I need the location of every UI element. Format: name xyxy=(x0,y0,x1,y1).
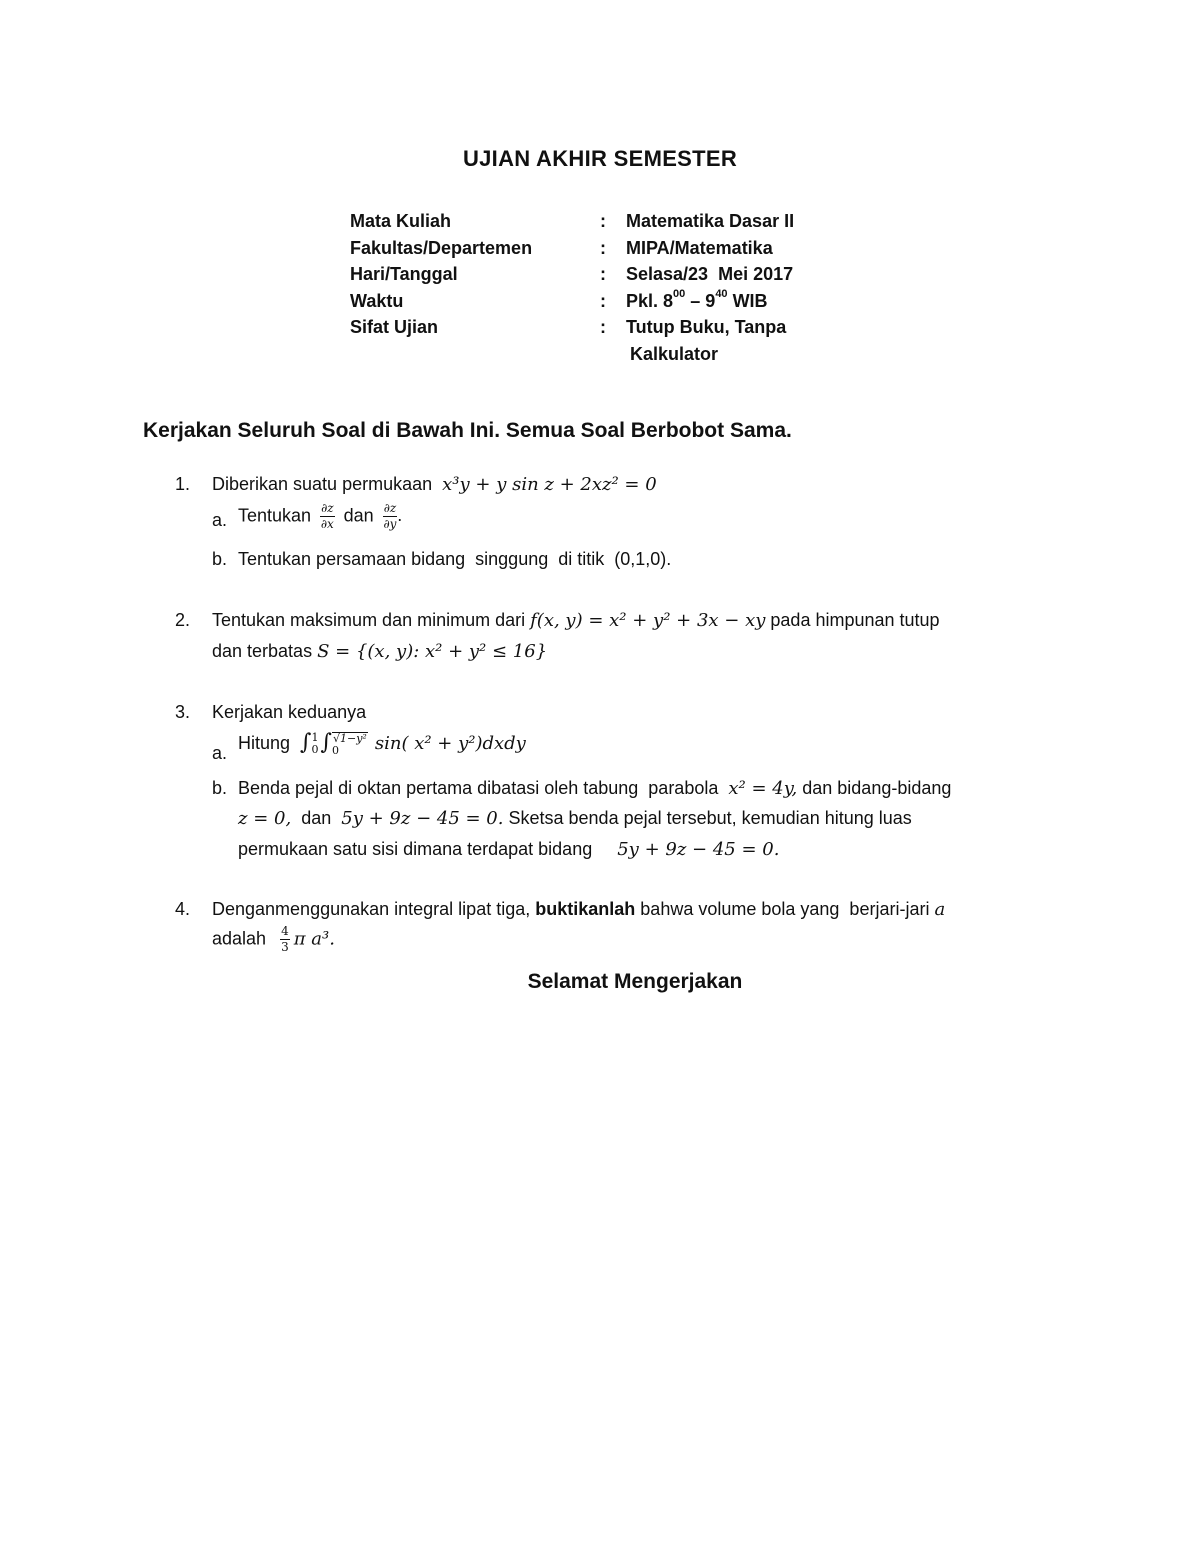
sub-letter: b. xyxy=(212,778,228,798)
exam-info-table xyxy=(350,208,870,367)
sub-letter: b. xyxy=(212,549,228,569)
fraction-numerator: ∂z xyxy=(383,501,397,515)
info-row-exam-type xyxy=(350,314,870,341)
info-row-course xyxy=(350,208,870,235)
fraction-denominator: ∂y xyxy=(383,517,397,531)
time-sup-start: 00 xyxy=(673,287,686,300)
q2-intro: Tentukan maksimum dan minimum dari xyxy=(212,610,526,630)
question-2-line-2 xyxy=(212,641,547,662)
q2-function: f(x, y) = x² + y² + 3x − xy xyxy=(530,610,766,631)
q3b-plane-2: 5y + 9z − 45 = 0. xyxy=(341,808,504,829)
question-3a-text xyxy=(238,730,526,757)
q4-text-2: bahwa volume bola yang berjari-jari xyxy=(640,899,930,919)
question-3b-line-2 xyxy=(238,808,912,829)
integral-lower-limit: 0 xyxy=(331,743,339,757)
sub-letter: a. xyxy=(212,743,228,763)
question-3b-line-3 xyxy=(238,839,779,860)
q2-bounded: dan terbatas xyxy=(212,641,313,661)
q1a-intro: Tentukan xyxy=(238,505,312,526)
question-number: 3. xyxy=(175,702,191,722)
sub-letter: a. xyxy=(212,510,228,530)
q3a-intro: Hitung xyxy=(238,733,291,753)
question-2-line-1 xyxy=(212,610,940,631)
closing-message: Selamat Mengerjakan xyxy=(527,970,743,993)
integral-upper-limit: 1 xyxy=(311,731,319,745)
info-row-exam-type-cont xyxy=(350,341,870,368)
q3b-plane-3: 5y + 9z − 45 = 0. xyxy=(617,839,780,860)
q3b-parabola: x² = 4y, xyxy=(728,778,798,799)
q3b-text-end: dan bidang-bidang xyxy=(802,778,952,798)
info-row-time xyxy=(350,288,870,315)
info-value-time xyxy=(626,288,768,315)
q1-intro: Diberikan suatu permukaan xyxy=(212,474,433,494)
question-3-text: Kerjakan keduanya xyxy=(212,702,367,722)
q4-text-1: Denganmenggunakan integral lipat tiga, xyxy=(212,899,531,919)
q1-equation: x³y + y sin z + 2xz² = 0 xyxy=(442,474,657,495)
info-colon: : xyxy=(600,211,606,231)
page-title: UJIAN AKHIR SEMESTER xyxy=(462,146,738,171)
integral-lower-limit: 0 xyxy=(311,743,319,757)
info-row-date xyxy=(350,261,870,288)
integral-sign-icon: ∫ xyxy=(320,730,332,755)
info-label: Sifat Ujian xyxy=(350,317,439,337)
q3b-and: dan xyxy=(301,808,332,828)
integral-limits-outer xyxy=(312,732,319,756)
info-label: Waktu xyxy=(350,290,404,311)
info-value: Matematika Dasar II xyxy=(626,211,795,231)
q2-set: S = {(x, y): x² + y² ≤ 16} xyxy=(317,641,548,662)
integral-sign-icon: ∫ xyxy=(300,730,312,755)
question-1-text xyxy=(212,474,657,495)
time-mid: – 9 xyxy=(685,290,716,311)
partial-z-x-fraction xyxy=(320,502,335,531)
q3b-text: Benda pejal di oktan pertama dibatasi oleh tabung parabola xyxy=(238,778,719,798)
fraction-denominator: 3 xyxy=(281,940,289,954)
question-3b-line-1 xyxy=(238,778,951,799)
integral-limits-inner xyxy=(332,732,368,757)
info-value: Tutup Buku, Tanpa xyxy=(626,317,787,337)
question-number: 2. xyxy=(175,610,191,630)
info-row-faculty xyxy=(350,235,870,262)
info-value: Selasa/23 Mei 2017 xyxy=(626,264,794,284)
info-colon: : xyxy=(600,317,606,337)
q1a-and: dan xyxy=(343,505,374,526)
question-4-line-1 xyxy=(212,899,945,920)
time-sup-end: 40 xyxy=(715,287,728,300)
four-thirds-fraction xyxy=(280,925,290,954)
time-suffix: WIB xyxy=(727,290,768,311)
info-value: MIPA/Matematika xyxy=(626,237,773,258)
q1a-end: . xyxy=(397,505,403,526)
fraction-numerator: ∂z xyxy=(321,501,334,515)
q2-set-intro: pada himpunan tutup xyxy=(770,610,940,630)
q4-text-3: adalah xyxy=(212,928,267,949)
question-4-line-2 xyxy=(212,925,335,954)
question-number: 1. xyxy=(175,474,191,494)
info-label: Mata Kuliah xyxy=(350,211,452,231)
question-number: 4. xyxy=(175,899,191,919)
q4-formula: π a³. xyxy=(293,928,335,950)
integral-upper-limit: √1−y² xyxy=(332,731,367,745)
info-value-cont: Kalkulator xyxy=(630,343,719,364)
q3b-sketch-text: Sketsa benda pejal tersebut, kemudian hitung luas xyxy=(508,808,912,828)
q3b-plane-1: z = 0, xyxy=(238,808,292,829)
time-prefix: Pkl. 8 xyxy=(626,290,674,311)
partial-z-y-fraction xyxy=(383,502,398,531)
q4-radius-var: a xyxy=(934,899,946,920)
info-label: Hari/Tanggal xyxy=(350,264,458,284)
q4-bold-word: buktikanlah xyxy=(535,899,636,919)
instruction-heading: Kerjakan Seluruh Soal di Bawah Ini. Semua Soal Berbobot Sama. xyxy=(143,419,792,442)
fraction-denominator: ∂x xyxy=(320,517,334,531)
info-colon: : xyxy=(600,290,606,311)
integrand: sin( x² + y²)dxdy xyxy=(374,733,526,754)
question-1b-text: Tentukan persamaan bidang singgung di titik (0,1,0). xyxy=(238,549,672,569)
info-label: Fakultas/Departemen xyxy=(350,237,533,258)
info-colon: : xyxy=(600,237,606,258)
q3b-surface-text: permukaan satu sisi dimana terdapat bidang xyxy=(238,839,593,859)
fraction-numerator: 4 xyxy=(281,924,289,938)
question-1a-text xyxy=(238,502,402,531)
info-colon: : xyxy=(600,264,606,284)
